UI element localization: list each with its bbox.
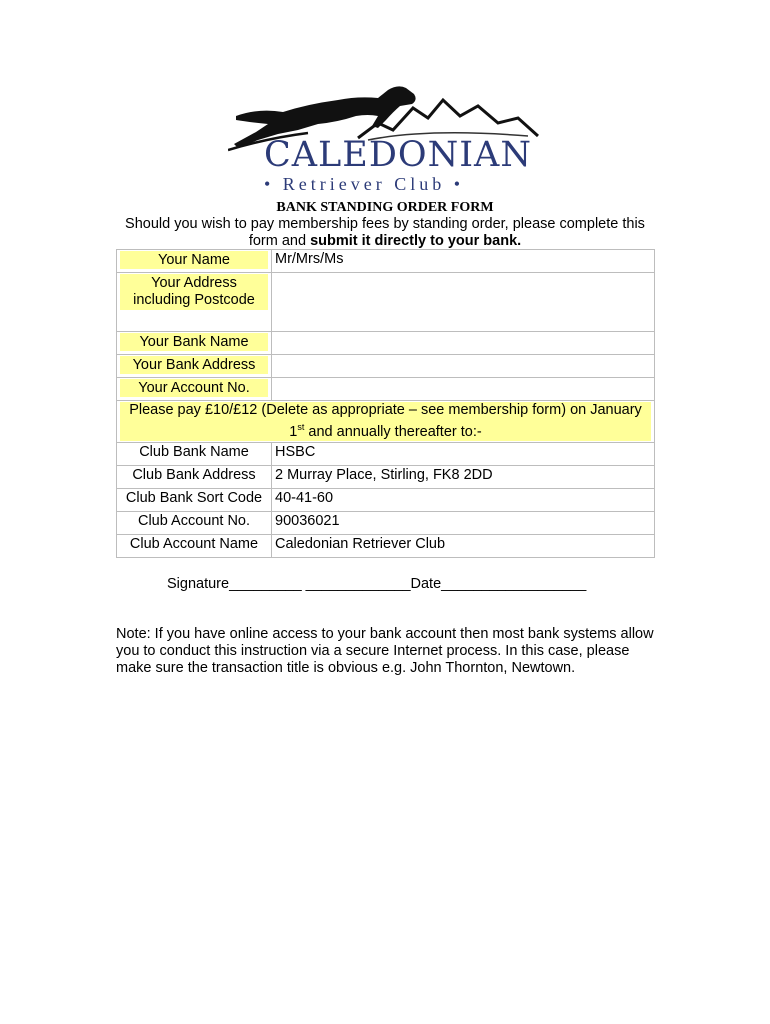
club-bank-name-label: Club Bank Name (117, 442, 272, 465)
your-bank-name-label: Your Bank Name (120, 333, 268, 351)
your-name-field[interactable]: Mr/Mrs/Ms (272, 250, 655, 273)
club-sort-code-value: 40-41-60 (272, 488, 655, 511)
intro-text (110, 216, 660, 250)
signature-date-line[interactable]: Signature_________ _____________Date__________________ (167, 576, 587, 592)
table-row (117, 273, 655, 332)
table-row (117, 442, 655, 465)
your-bank-address-field[interactable] (272, 355, 655, 378)
your-bank-address-label: Your Bank Address (120, 356, 268, 374)
your-account-field[interactable] (272, 378, 655, 401)
brand-name: CALEDONIAN (264, 135, 532, 175)
club-account-label: Club Account No. (117, 511, 272, 534)
club-bank-address-value: 2 Murray Place, Stirling, FK8 2DD (272, 465, 655, 488)
brand-subtitle: • Retriever Club • (264, 174, 465, 194)
your-address-label: Your Address including Postcode (120, 274, 268, 310)
club-bank-address-label: Club Bank Address (117, 465, 272, 488)
table-row (117, 355, 655, 378)
table-row (117, 332, 655, 355)
club-account-name-label: Club Account Name (117, 534, 272, 557)
your-account-label: Your Account No. (120, 379, 268, 397)
club-account-name-value: Caledonian Retriever Club (272, 534, 655, 557)
club-bank-name-value: HSBC (272, 442, 655, 465)
intro-bold: submit it directly to your bank. (310, 233, 522, 249)
form-title: BANK STANDING ORDER FORM (276, 200, 494, 215)
your-name-label: Your Name (120, 251, 268, 269)
online-banking-note: Note: If you have online access to your bank account then most bank systems allow you to conduct this instruction via a secure Internet process. In this case, please make sure the transaction title is obvious e.g. John Thornton, Newtown. (116, 626, 654, 676)
standing-order-table (116, 249, 655, 558)
table-row (117, 401, 655, 443)
club-account-value: 90036021 (272, 511, 655, 534)
table-row (117, 534, 655, 557)
table-row (117, 511, 655, 534)
table-row (117, 488, 655, 511)
your-bank-name-field[interactable] (272, 332, 655, 355)
club-sort-code-label: Club Bank Sort Code (117, 488, 272, 511)
table-row (117, 465, 655, 488)
table-row (117, 378, 655, 401)
payment-instruction: Please pay £10/£12 (Delete as appropriate – see membership form) on January 1st and annually thereafter to:- (120, 402, 651, 441)
club-logo (228, 78, 543, 196)
intro-plain: Should you wish to pay membership fees by standing order, please complete this form and (125, 216, 645, 249)
table-row (117, 250, 655, 273)
your-address-field[interactable] (272, 273, 655, 332)
